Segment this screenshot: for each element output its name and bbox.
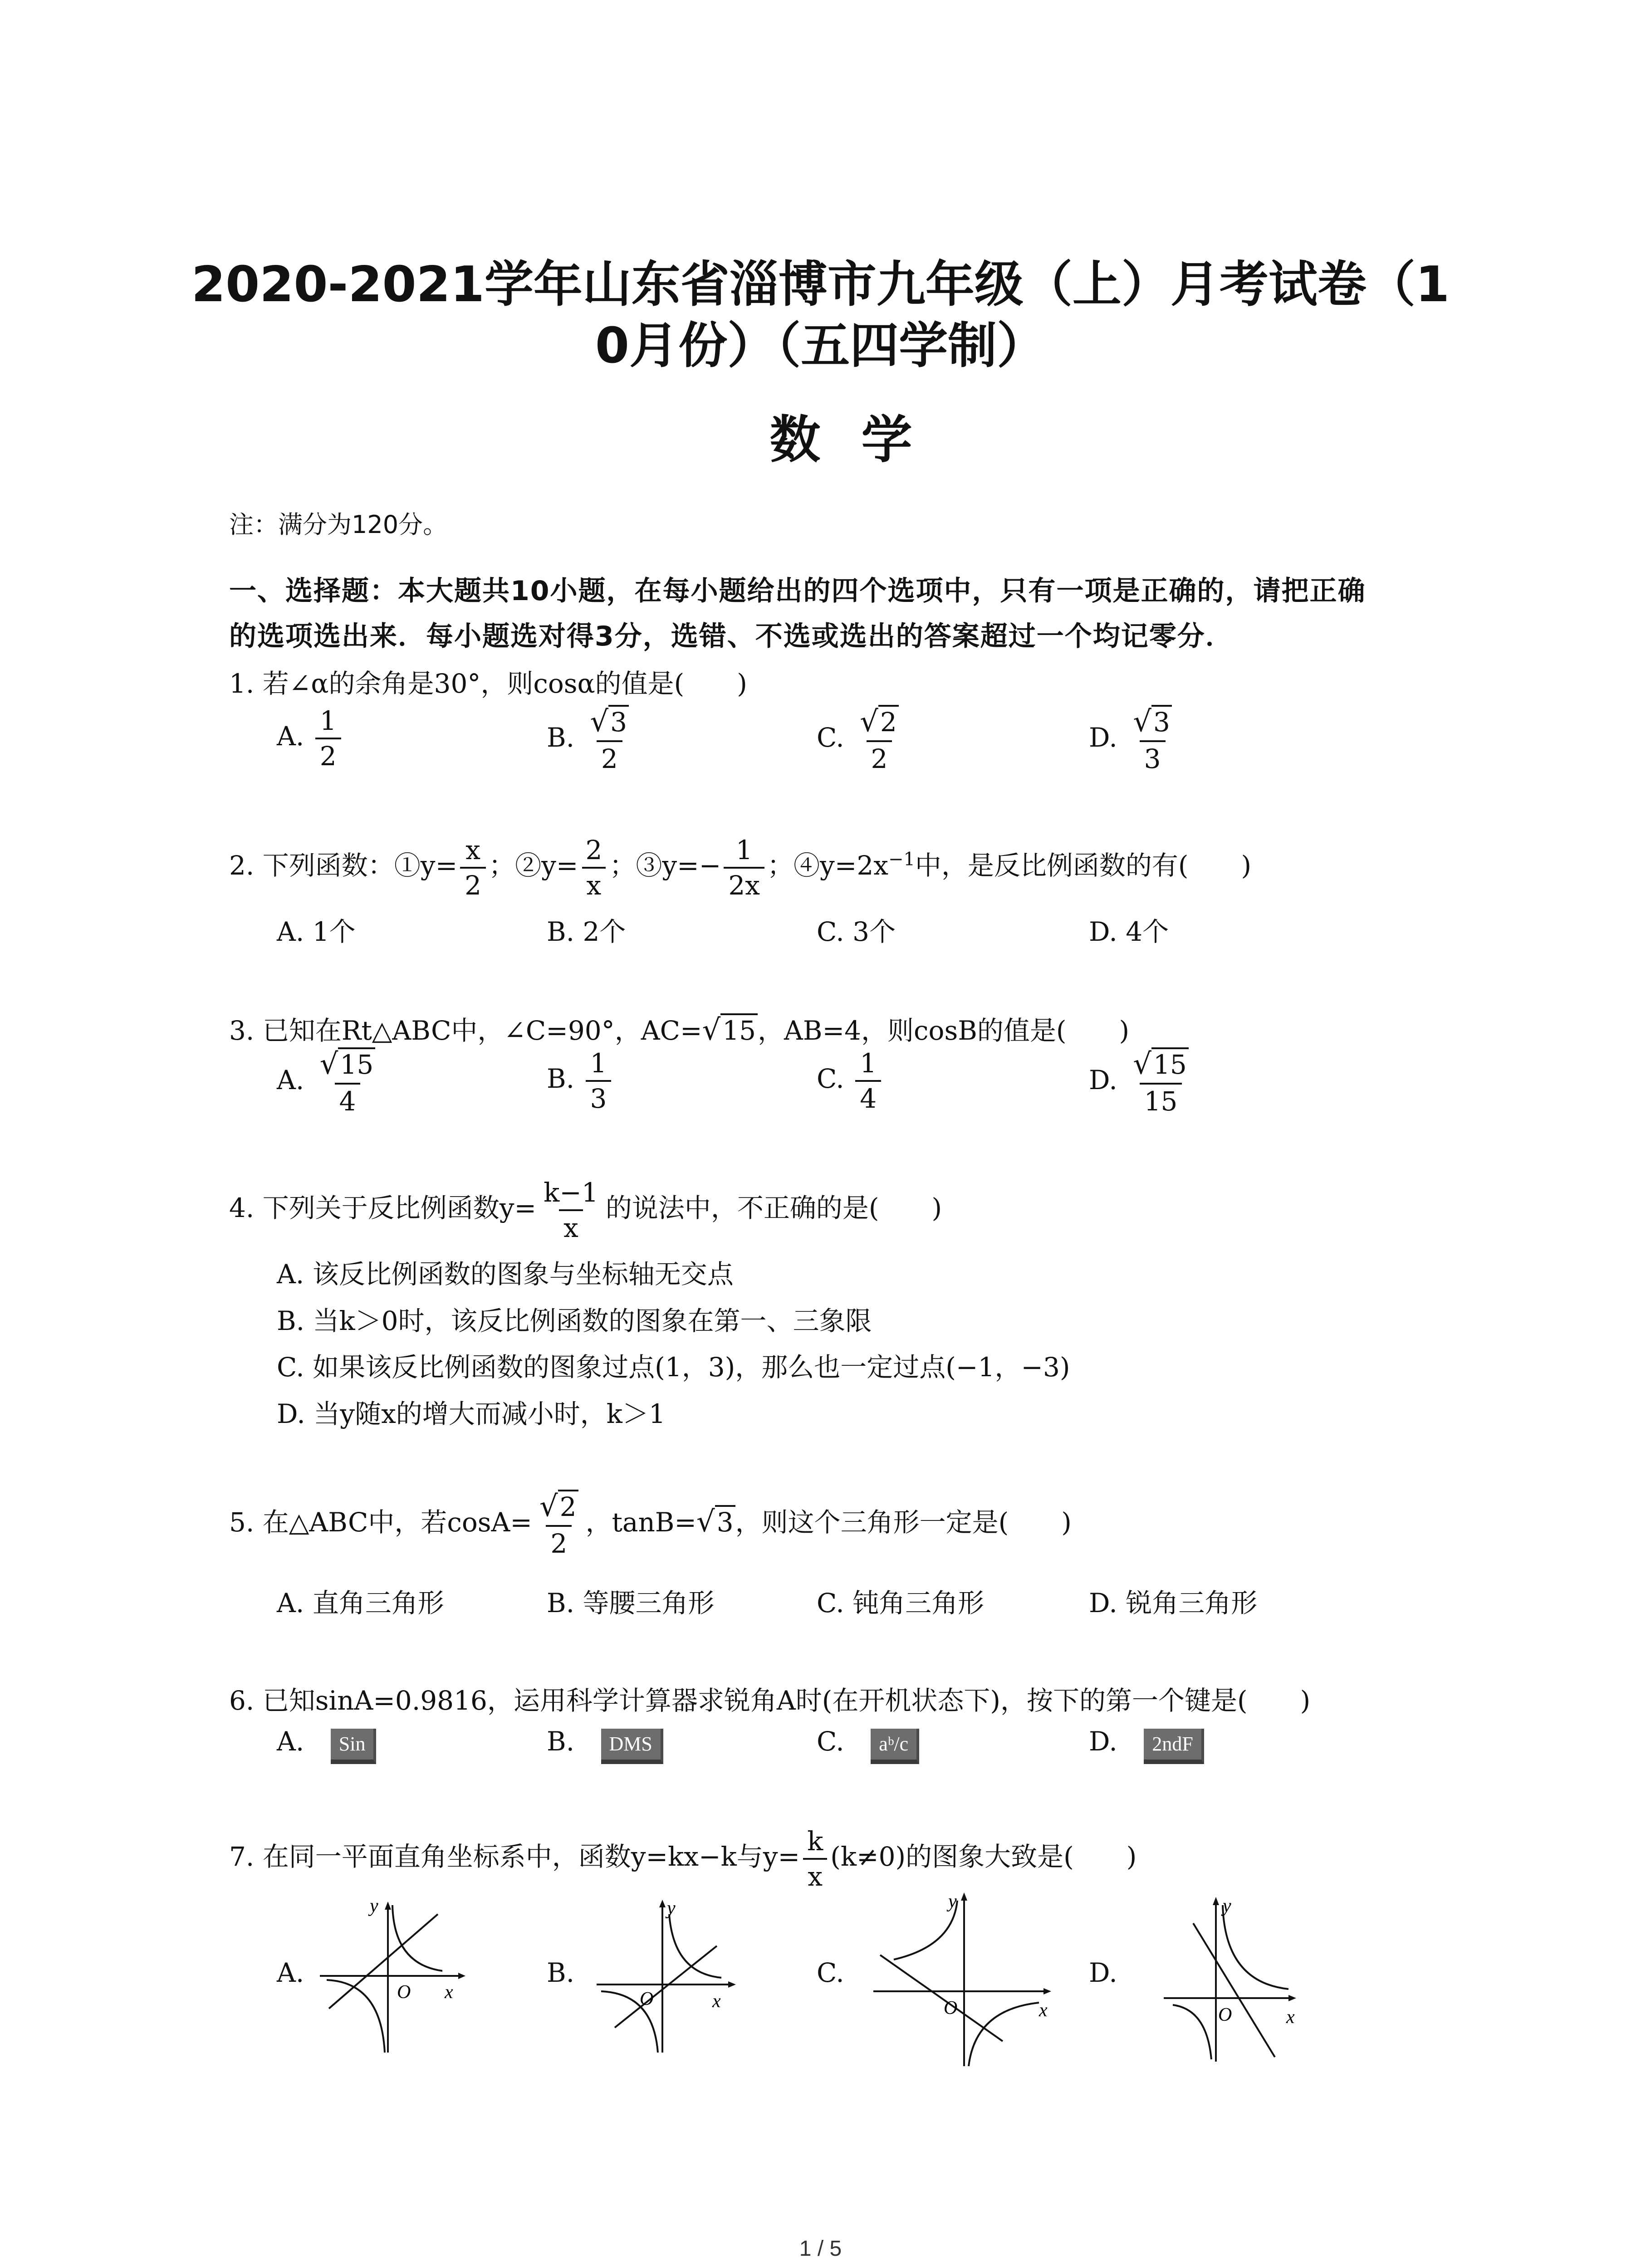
fraction: $\frac{√2}{2}$ [535, 1492, 583, 1557]
q5-stem [229, 1492, 1072, 1557]
fraction: $\frac{1}{2}$ [315, 708, 341, 769]
q7-graph-d [1161, 1892, 1307, 2064]
q4-stem [229, 1179, 942, 1241]
square-root: √3 [696, 1508, 735, 1537]
q6-option-d [1089, 1728, 1204, 1764]
q7-option-a-label: A. [277, 1957, 304, 1988]
option-label: B. [547, 1726, 575, 1757]
axis-x-label: x [445, 1982, 453, 2003]
axis-x-label: x [1039, 2000, 1048, 2021]
q2-option-d: D. 4个 [1089, 916, 1169, 947]
q7-option-b-label: B. [547, 1957, 575, 1988]
option-label: C. [817, 1726, 844, 1757]
origin-label: O [640, 1989, 654, 2009]
superscript: −1 [888, 849, 915, 870]
fraction: $\frac{√15}{15}$ [1128, 1050, 1193, 1114]
text: ①y= [394, 850, 458, 881]
q1-option-d [1089, 705, 1179, 774]
text: ；②y= [489, 850, 578, 881]
q3-stem [229, 1013, 1130, 1047]
fraction: $\frac{1}{4}$ [855, 1050, 881, 1112]
text: (k≠0)的图象大致是( ) [830, 1841, 1137, 1872]
q2-number: 2. [229, 850, 255, 881]
q1-text: 若∠α的余角是30°，则cosα的值是( ) [262, 668, 747, 699]
text: 在同一平面直角坐标系中，函数y=kx−k与y= [262, 1841, 800, 1872]
fraction: $\frac{2}{x}$ [581, 837, 607, 899]
exam-title-line1: 2020-2021学年山东省淄博市九年级（上）月考试卷（1 [191, 256, 1450, 313]
q1-stem [229, 670, 747, 697]
q7-graph-c [871, 1887, 1062, 2068]
text: ；④y=2x [767, 850, 888, 881]
fraction: $\frac{√3}{2}$ [586, 708, 634, 772]
axis-x-label: x [712, 1991, 721, 2012]
q1-option-c [817, 705, 906, 774]
option-label: C. [817, 1063, 844, 1095]
text: ；③y=− [609, 850, 721, 881]
text: ，则这个三角形一定是( ) [735, 1506, 1072, 1538]
q3-option-a [277, 1047, 382, 1117]
q6-stem [229, 1687, 1310, 1714]
q3-option-c [817, 1050, 884, 1112]
2ndf-key-icon: 2ndF [1144, 1729, 1204, 1764]
square-root: √15 [702, 1016, 758, 1045]
fraction-key-icon: aᵇ/c [871, 1729, 919, 1764]
q5-option-c: C. 钝角三角形 [817, 1588, 985, 1618]
option-label: D. [1089, 1726, 1117, 1757]
option-label: A. [277, 721, 304, 752]
q7-option-c-label: C. [817, 1957, 844, 1988]
q2-option-b: B. 2个 [547, 916, 626, 947]
fraction: $\frac{√15}{4}$ [315, 1050, 380, 1114]
text: 中，是反比例函数的有( ) [915, 850, 1252, 881]
fraction: $\frac{x}{2}$ [460, 837, 486, 899]
q3-number: 3. [229, 1015, 255, 1046]
origin-label: O [944, 1998, 958, 2019]
option-label: C. [817, 722, 844, 753]
axis-x-label: x [1286, 2007, 1295, 2028]
q6-option-a [277, 1728, 376, 1764]
fraction: $\frac{1}{2x}$ [724, 837, 764, 899]
text: 已知sinA=0.9816，运用科学计算器求锐角A时(在开机状态下)，按下的第一个键是( ) [262, 1685, 1311, 1716]
origin-label: O [1218, 2004, 1232, 2025]
text: 下列函数： [262, 850, 394, 881]
page-number: 1 / 5 [799, 2237, 842, 2261]
fraction: $\frac{√2}{2}$ [855, 708, 903, 772]
section1-instruction-line1: 一、选择题：本大题共10小题，在每小题给出的四个选项中，只有一项是正确的，请把正确 [229, 575, 1366, 607]
subject-title: 数学 [769, 411, 953, 469]
q7-option-d-label: D. [1089, 1957, 1117, 1988]
q7-number: 7. [229, 1841, 255, 1872]
q7-stem [229, 1828, 1136, 1890]
option-label: A. [277, 1064, 304, 1095]
text: 已知在Rt△ABC中，∠C=90°，AC= [262, 1015, 702, 1046]
q5-option-d: D. 锐角三角形 [1089, 1588, 1258, 1618]
option-label: B. [547, 722, 575, 753]
text: 下列关于反比例函数y= [262, 1193, 537, 1224]
option-label: A. [277, 1726, 304, 1757]
q4-option-b: B. 当k＞0时，该反比例函数的图象在第一、三象限 [277, 1305, 872, 1336]
q1-option-b [547, 705, 636, 774]
q4-option-d: D. 当y随x的增大而减小时，k＞1 [277, 1398, 666, 1429]
q7-graph-a [313, 1896, 467, 2059]
option-label: D. [1089, 1064, 1117, 1095]
fraction: $\frac{k-1}{x}$ [544, 1177, 598, 1243]
q3-option-b [547, 1050, 614, 1112]
fraction: $\frac{√3}{3}$ [1128, 708, 1176, 772]
axis-y-label: y [667, 1898, 676, 1919]
q4-option-a: A. 该反比例函数的图象与坐标轴无交点 [277, 1259, 734, 1290]
text: ，AB=4，则cosB的值是( ) [758, 1015, 1130, 1046]
q6-option-b [547, 1728, 663, 1764]
fraction: $\frac{k}{x}$ [803, 1828, 828, 1890]
section1-instruction-line2: 的选项选出来．每小题选对得3分，选错、不选或选出的答案超过一个均记零分． [229, 621, 1234, 652]
origin-label: O [397, 1982, 411, 2003]
option-label: D. [1089, 722, 1117, 753]
q5-option-a: A. 直角三角形 [277, 1588, 444, 1618]
q4-option-c: C. 如果该反比例函数的图象过点(1，3)，那么也一定过点(−1，−3) [277, 1352, 1070, 1383]
q5-option-b: B. 等腰三角形 [547, 1588, 715, 1618]
text: ，tanB= [585, 1506, 697, 1538]
axis-y-label: y [1223, 1896, 1231, 1916]
dms-key-icon: DMS [601, 1729, 663, 1764]
fraction: $\frac{1}{3}$ [586, 1050, 612, 1112]
sin-key-icon: Sin [331, 1729, 377, 1764]
axis-y-label: y [948, 1891, 957, 1912]
option-label: B. [547, 1063, 575, 1095]
q2-option-c: C. 3个 [817, 916, 896, 947]
axis-y-label: y [370, 1896, 378, 1916]
q3-option-d [1089, 1047, 1196, 1117]
exam-title-line2: 0月份）（五四学制） [595, 318, 1046, 374]
q2-option-a: A. 1个 [277, 916, 356, 947]
q2-stem [229, 837, 1251, 899]
q1-number: 1. [229, 668, 255, 699]
q6-option-c [817, 1728, 919, 1764]
q4-number: 4. [229, 1193, 255, 1224]
q1-option-a [277, 705, 344, 772]
q6-number: 6. [229, 1685, 255, 1716]
q7-graph-b [594, 1896, 740, 2059]
q5-number: 5. [229, 1506, 255, 1538]
text: 在△ABC中，若cosA= [262, 1506, 532, 1538]
score-note: 注：满分为120分。 [229, 510, 448, 539]
text: 的说法中，不正确的是( ) [605, 1193, 942, 1224]
